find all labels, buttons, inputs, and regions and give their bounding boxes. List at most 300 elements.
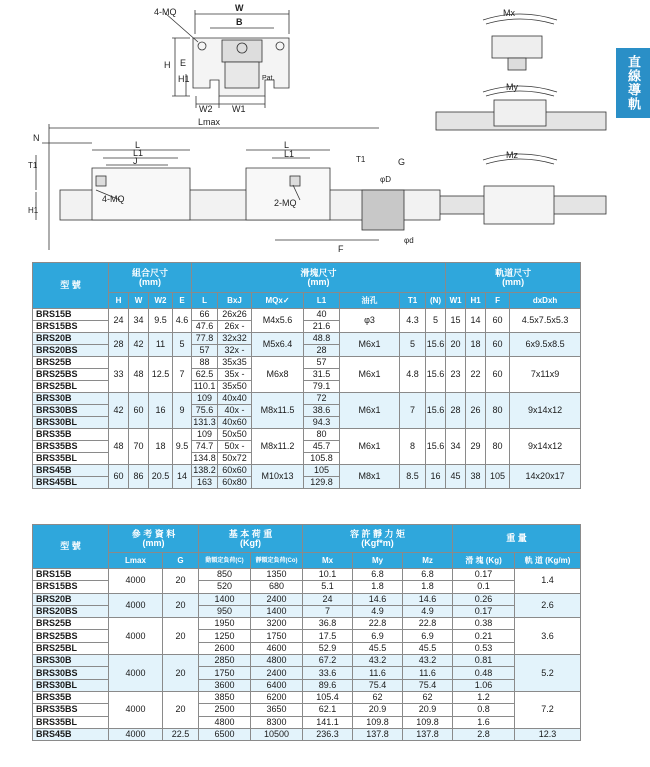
cell-block: 0.21 [453, 630, 515, 642]
cell-Mz: 11.6 [403, 667, 453, 679]
table-row [33, 569, 581, 581]
label-g: G [398, 157, 406, 167]
cell-H: 60 [109, 465, 129, 489]
header-block: 滑塊尺寸 (mm) [192, 263, 446, 293]
cell-W: 60 [129, 393, 149, 429]
cell-MQ: M4x5.6 [252, 309, 304, 333]
model-cell: BRS25BL [33, 381, 109, 393]
cell-Co: 10500 [251, 728, 303, 740]
cell-dDh: 4.5x7.5x5.3 [510, 309, 581, 333]
header-weight: 重 量 [453, 525, 581, 553]
cell-C: 1750 [199, 667, 251, 679]
cell-Co: 6200 [251, 691, 303, 703]
cell-W2: 16 [149, 393, 173, 429]
cell-L1: 45.7 [304, 441, 340, 453]
model-cell: BRS25BL [33, 642, 109, 654]
label-mz: Mz [506, 150, 518, 160]
cell-H1: 22 [466, 357, 486, 393]
cell-rail: 3.6 [515, 618, 581, 655]
cell-W2: 9.5 [149, 309, 173, 333]
header-col-13: F [486, 293, 510, 309]
label-f: F [338, 244, 344, 254]
header-load: 基 本 荷 重 (Kgf) [199, 525, 303, 553]
model-cell: BRS25BS [33, 369, 109, 381]
cell-L1: 79.1 [304, 381, 340, 393]
label-w: W [235, 3, 244, 13]
technical-drawings [0, 0, 650, 262]
cell-Mx: 17.5 [303, 630, 353, 642]
cell-MQ: M8x11.5 [252, 393, 304, 429]
cell-C: 850 [199, 569, 251, 581]
cell-block: 0.26 [453, 593, 515, 605]
cell-T1: 7 [400, 393, 426, 429]
cell-L: 109 [192, 429, 218, 441]
header-col-6: MQx✓ [252, 293, 304, 309]
cell-Mx: 62.1 [303, 704, 353, 716]
cell-L1: 80 [304, 429, 340, 441]
cell-W: 48 [129, 357, 149, 393]
cell-block: 2.8 [453, 728, 515, 740]
cell-Mz: 4.9 [403, 605, 453, 617]
cell-MQ: M8x11.2 [252, 429, 304, 465]
model-cell: BRS35B [33, 691, 109, 703]
header-col-9: T1 [400, 293, 426, 309]
table-row [33, 429, 581, 441]
cell-BxJ: 35x35 [218, 357, 252, 369]
cell-block: 1.2 [453, 691, 515, 703]
cell-L1: 94.3 [304, 417, 340, 429]
label-h: H [164, 60, 171, 70]
cell-T1: 4.8 [400, 357, 426, 393]
cell-C: 2500 [199, 704, 251, 716]
cell-My: 20.9 [353, 704, 403, 716]
cell-Lmax: 4000 [109, 691, 163, 728]
header-rail: 軌道尺寸 (mm) [446, 263, 581, 293]
cell-W2: 20.5 [149, 465, 173, 489]
cell-Co: 6400 [251, 679, 303, 691]
cell-L: 163 [192, 477, 218, 489]
table-row [33, 728, 581, 740]
cell-Mz: 137.8 [403, 728, 453, 740]
header-col-4: Mx [303, 553, 353, 569]
label-n: N [33, 133, 40, 143]
load-table [32, 524, 581, 741]
cell-My: 109.8 [353, 716, 403, 728]
label-phi-d-upper: φD [380, 175, 391, 184]
cell-block: 1.06 [453, 679, 515, 691]
cell-Mx: 7 [303, 605, 353, 617]
cell-Mx: 236.3 [303, 728, 353, 740]
cell-BxJ: 40x - [218, 405, 252, 417]
cell-My: 75.4 [353, 679, 403, 691]
model-cell: BRS20BS [33, 345, 109, 357]
cell-L1: 105 [304, 465, 340, 477]
cell-oil: φ3 [340, 309, 400, 333]
cell-E: 14 [173, 465, 192, 489]
cell-G: 20 [163, 655, 199, 692]
cell-dDh: 14x20x17 [510, 465, 581, 489]
header-col-1: W [129, 293, 149, 309]
cell-N: 5 [426, 309, 446, 333]
label-t1-right: T1 [356, 155, 366, 164]
cell-F: 80 [486, 429, 510, 465]
cell-rail: 7.2 [515, 691, 581, 728]
header-col-11: W1 [446, 293, 466, 309]
cell-oil: M6x1 [340, 429, 400, 465]
cell-Mx: 89.6 [303, 679, 353, 691]
cell-Mx: 5.1 [303, 581, 353, 593]
cell-G: 22.5 [163, 728, 199, 740]
cell-W2: 12.5 [149, 357, 173, 393]
cell-N: 16 [426, 465, 446, 489]
cell-oil: M6x1 [340, 333, 400, 357]
cell-L: 138.2 [193, 465, 216, 475]
model-cell: BRS30BS [33, 405, 109, 417]
cell-Co: 2400 [251, 667, 303, 679]
cell-C: 1250 [199, 630, 251, 642]
model-cell: BRS35B [33, 429, 109, 441]
cell-My: 22.8 [353, 618, 403, 630]
cell-G: 20 [163, 618, 199, 655]
model-cell: BRS45B [33, 465, 109, 477]
label-mq-top: 4-MQ [154, 7, 177, 17]
cell-MQ: M6x8 [252, 357, 304, 393]
table-row [33, 618, 581, 630]
cell-BxJ: 32x - [218, 345, 252, 357]
label-b: B [236, 17, 243, 27]
cell-L: 88 [192, 357, 218, 369]
cell-T1: 4.3 [400, 309, 426, 333]
cell-Co: 680 [251, 581, 303, 593]
label-l1-right: L1 [284, 149, 295, 159]
cell-dDh: 9x14x12 [510, 429, 581, 465]
cell-L1: 31.5 [304, 369, 340, 381]
cell-oil: M8x1 [340, 465, 400, 489]
header-col-14: dxDxh [510, 293, 581, 309]
model-cell: BRS15B [33, 309, 109, 321]
cell-G: 20 [163, 691, 199, 728]
cell-Mz: 43.2 [403, 655, 453, 667]
label-j: J [133, 156, 138, 166]
model-cell: BRS30BL [33, 679, 109, 691]
cell-block: 0.53 [453, 642, 515, 654]
cell-G: 20 [163, 593, 199, 618]
cell-oil: M6x1 [340, 357, 400, 393]
header-col-8: 軌 道 (Kg/m) [515, 553, 581, 569]
cell-F: 60 [486, 357, 510, 393]
cell-dDh: 9x14x12 [510, 393, 581, 429]
cell-Mx: 52.9 [303, 642, 353, 654]
cell-Mx: 36.8 [303, 618, 353, 630]
cell-Mx: 67.2 [303, 655, 353, 667]
label-mx: Mx [503, 8, 515, 18]
cell-F: 60 [486, 309, 510, 333]
cell-Mz: 6.9 [403, 630, 453, 642]
cell-W: 34 [129, 309, 149, 333]
cell-W: 42 [129, 333, 149, 357]
cell-W1: 34 [446, 429, 466, 465]
cell-block: 0.8 [453, 704, 515, 716]
label-w2: W2 [199, 104, 213, 114]
cell-BxJ: 40x60 [218, 417, 252, 429]
model-cell: BRS45B [33, 728, 109, 740]
cell-W1: 20 [446, 333, 466, 357]
cell-Lmax: 4000 [109, 618, 163, 655]
cell-My: 4.9 [353, 605, 403, 617]
header-col-7: 滑 塊 (Kg) [453, 553, 515, 569]
cell-oil: M6x1 [340, 393, 400, 429]
cell-C: 950 [199, 605, 251, 617]
model-cell: BRS15BS [33, 581, 109, 593]
cell-My: 137.8 [353, 728, 403, 740]
cell-T1: 5 [400, 333, 426, 357]
header-col-3: E [173, 293, 192, 309]
header-col-0: Lmax [109, 553, 163, 569]
cell-T1: 8.5 [400, 465, 426, 489]
cell-L1: 48.8 [304, 333, 340, 345]
cell-H: 42 [109, 393, 129, 429]
cell-Co: 2400 [251, 593, 303, 605]
cell-Lmax: 4000 [109, 569, 163, 594]
cell-W1: 28 [446, 393, 466, 429]
dimension-table [32, 262, 581, 489]
header-col-2: 動額定負荷(C) [199, 553, 251, 569]
header-col-4: L [192, 293, 218, 309]
cell-C: 520 [199, 581, 251, 593]
label-e: E [180, 58, 187, 68]
cell-Mz: 1.8 [403, 581, 453, 593]
table-row [33, 655, 581, 667]
label-t1: T1 [28, 161, 38, 170]
cell-Mx: 105.4 [303, 691, 353, 703]
table-row [33, 465, 581, 477]
cell-Mz: 62 [403, 691, 453, 703]
cell-Mz: 109.8 [403, 716, 453, 728]
cell-L1: 129.8 [304, 477, 340, 489]
cell-L: 110.1 [192, 381, 218, 393]
header-reference: 參 考 資 料 (mm) [109, 525, 199, 553]
cell-My: 6.9 [353, 630, 403, 642]
cell-E: 9 [173, 393, 192, 429]
cell-H: 48 [109, 429, 129, 465]
model-cell: BRS15B [33, 569, 109, 581]
cell-Lmax: 4000 [109, 593, 163, 618]
cell-Mz: 22.8 [403, 618, 453, 630]
header-moment: 容 許 靜 力 矩 (Kgf*m) [303, 525, 453, 553]
cell-L: 47.6 [192, 321, 218, 333]
cell-Lmax: 4000 [109, 655, 163, 692]
cell-N: 15.6 [426, 357, 446, 393]
cell-N: 15.6 [426, 429, 446, 465]
model-cell: BRS30BS [33, 667, 109, 679]
cell-L: 134.8 [193, 453, 216, 463]
model-cell: BRS20BS [33, 605, 109, 617]
label-h-side: H1 [28, 206, 39, 215]
cell-L: 57 [192, 345, 218, 357]
cell-Mz: 45.5 [403, 642, 453, 654]
header-col-5: My [353, 553, 403, 569]
cell-Mx: 141.1 [303, 716, 353, 728]
cell-H1: 29 [466, 429, 486, 465]
cell-F: 80 [486, 393, 510, 429]
label-l1: L1 [133, 148, 144, 158]
cell-C: 3850 [199, 691, 251, 703]
cell-W2: 11 [149, 333, 173, 357]
cell-BxJ: 50x50 [218, 429, 252, 441]
cell-E: 5 [173, 333, 192, 357]
cell-E: 7 [173, 357, 192, 393]
header-col-2: W2 [149, 293, 173, 309]
header-col-0: H [109, 293, 129, 309]
label-mq-side2: 2-MQ [274, 198, 297, 208]
label-my: My [506, 82, 518, 92]
cell-H1: 14 [466, 309, 486, 333]
cell-L1: 72 [304, 393, 340, 405]
cell-H: 33 [109, 357, 129, 393]
cell-Co: 1400 [251, 605, 303, 617]
label-pat: Pat. [262, 75, 275, 82]
header-model: 型 號 [33, 263, 109, 309]
cell-G: 20 [163, 569, 199, 594]
header-assembly: 組合尺寸 (mm) [109, 263, 192, 293]
label-mq-side: 4-MQ [102, 194, 125, 204]
cell-H1: 26 [466, 393, 486, 429]
cell-rail: 1.4 [515, 569, 581, 594]
cell-W1: 23 [446, 357, 466, 393]
cell-My: 6.8 [353, 569, 403, 581]
model-cell: BRS25B [33, 618, 109, 630]
cell-C: 2600 [199, 642, 251, 654]
cell-MQ: M5x6.4 [252, 333, 304, 357]
cell-Mx: 24 [303, 593, 353, 605]
cell-L: 77.8 [192, 333, 218, 345]
model-cell: BRS30B [33, 393, 109, 405]
cell-H1: 38 [466, 465, 486, 489]
cell-Co: 8300 [251, 716, 303, 728]
cell-C: 6500 [199, 728, 251, 740]
cell-dDh: 6x9.5x8.5 [510, 333, 581, 357]
cell-L: 66 [192, 309, 218, 321]
model-cell: BRS35BS [33, 441, 109, 453]
header-model: 型 號 [33, 525, 109, 569]
section-tab-linear-guide: 直線導軌 [616, 48, 650, 118]
cell-block: 0.17 [453, 605, 515, 617]
cell-C: 4800 [199, 716, 251, 728]
header-col-5: BxJ [218, 293, 252, 309]
label-h1: H1 [178, 74, 190, 84]
label-l-right: L [284, 140, 290, 150]
cell-rail: 12.3 [515, 728, 581, 740]
cell-My: 1.8 [353, 581, 403, 593]
model-cell: BRS35BL [33, 716, 109, 728]
cell-W: 86 [129, 465, 149, 489]
cell-Lmax: 4000 [109, 728, 163, 740]
cell-C: 1400 [199, 593, 251, 605]
model-cell: BRS25BS [33, 630, 109, 642]
cell-L: 109 [192, 393, 218, 405]
cell-L1: 105.8 [304, 453, 340, 465]
cell-My: 45.5 [353, 642, 403, 654]
model-cell: BRS35BL [33, 453, 109, 465]
cell-BxJ: 32x32 [218, 333, 252, 345]
header-col-10: (N) [426, 293, 446, 309]
cell-C: 1950 [199, 618, 251, 630]
cell-H1: 18 [466, 333, 486, 357]
cell-Mz: 14.6 [403, 593, 453, 605]
cell-rail: 5.2 [515, 655, 581, 692]
cell-N: 15.6 [426, 393, 446, 429]
model-cell: BRS35BS [33, 704, 109, 716]
table-row [33, 593, 581, 605]
table-row [33, 333, 581, 345]
cell-C: 3600 [199, 679, 251, 691]
cell-Mz: 6.8 [403, 569, 453, 581]
cell-BxJ: 26x26 [218, 309, 252, 321]
cell-BxJ: 26x - [218, 321, 252, 333]
table-row [33, 309, 581, 321]
cell-T1: 8 [400, 429, 426, 465]
header-col-8: 油孔 [340, 293, 400, 309]
cell-L1: 28 [304, 345, 340, 357]
cell-L: 131.3 [193, 417, 216, 427]
cell-H: 28 [109, 333, 129, 357]
cell-L: 75.6 [192, 405, 218, 417]
model-cell: BRS20B [33, 333, 109, 345]
label-phi-d-lower: φd [404, 236, 414, 245]
cell-W1: 45 [446, 465, 466, 489]
table-row [33, 691, 581, 703]
cell-E: 9.5 [173, 429, 192, 465]
label-w1: W1 [232, 104, 246, 114]
model-cell: BRS15BS [33, 321, 109, 333]
header-col-3: 靜額定負荷(Co) [251, 553, 303, 569]
header-col-7: L1 [304, 293, 340, 309]
cell-BxJ: 50x - [218, 441, 252, 453]
cell-L1: 21.6 [304, 321, 340, 333]
cell-My: 62 [353, 691, 403, 703]
model-cell: BRS20B [33, 593, 109, 605]
table-row [33, 357, 581, 369]
cell-Mx: 10.1 [303, 569, 353, 581]
table-row [33, 393, 581, 405]
cell-L: 62.5 [192, 369, 218, 381]
cell-BxJ: 60x60 [218, 465, 252, 477]
cell-block: 0.38 [453, 618, 515, 630]
cell-W1: 15 [446, 309, 466, 333]
header-col-12: H1 [466, 293, 486, 309]
cell-MQ: M10x13 [252, 465, 304, 489]
cell-My: 11.6 [353, 667, 403, 679]
cell-C: 2850 [199, 655, 251, 667]
cell-Co: 4600 [251, 642, 303, 654]
label-l: L [135, 140, 141, 150]
label-lmax: Lmax [198, 117, 221, 127]
model-cell: BRS25B [33, 357, 109, 369]
model-cell: BRS45BL [33, 477, 109, 489]
cell-block: 0.48 [453, 667, 515, 679]
cell-BxJ: 60x80 [218, 477, 252, 489]
cell-block: 1.6 [453, 716, 515, 728]
cell-L1: 40 [304, 309, 340, 321]
cell-H: 24 [109, 309, 129, 333]
cell-Co: 1750 [251, 630, 303, 642]
cell-rail: 2.6 [515, 593, 581, 618]
cell-Mz: 75.4 [403, 679, 453, 691]
header-col-6: Mz [403, 553, 453, 569]
cell-BxJ: 40x40 [218, 393, 252, 405]
cell-F: 105 [486, 465, 510, 489]
cell-E: 4.6 [173, 309, 192, 333]
